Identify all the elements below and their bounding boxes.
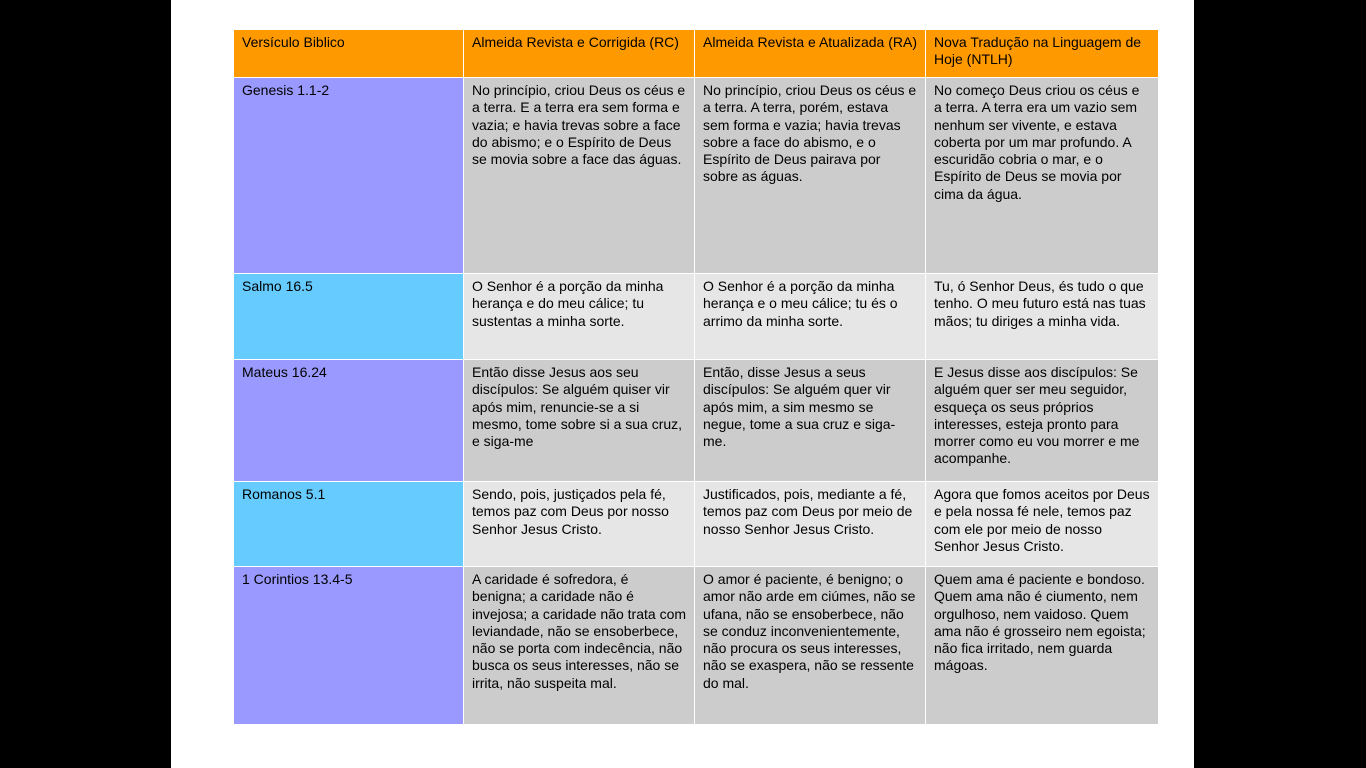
- ntlh-text: Quem ama é paciente e bondoso. Quem ama não é ciumento, nem orgulhoso, nem vaidoso. Quem ama não é grosseiro nem egoista; não fica irritado, nem guarda mágoas.: [926, 567, 1159, 725]
- table-row: [234, 482, 1159, 567]
- verse-reference: 1 Corintios 13.4-5: [234, 567, 464, 725]
- ra-text: O Senhor é a porção da minha herança e o meu cálice; tu és o arrimo da minha sorte.: [695, 274, 926, 360]
- bible-translation-table: [233, 29, 1159, 725]
- header-ntlh: Nova Tradução na Linguagem de Hoje (NTLH): [926, 30, 1159, 78]
- verse-reference: Romanos 5.1: [234, 482, 464, 567]
- table-header-row: [234, 30, 1159, 78]
- ra-text: O amor é paciente, é benigno; o amor não arde em ciúmes, não se ufana, não se ensoberbece, não se conduz inconvenientemente, não procura os seus interesses, não se exaspera, não se ressente do mal.: [695, 567, 926, 725]
- ra-text: Justificados, pois, mediante a fé, temos paz com Deus por meio de nosso Senhor Jesus Cristo.: [695, 482, 926, 567]
- header-verse: Versículo Biblico: [234, 30, 464, 78]
- header-ra: Almeida Revista e Atualizada (RA): [695, 30, 926, 78]
- table-row: [234, 78, 1159, 274]
- table-row: [234, 274, 1159, 360]
- ntlh-text: E Jesus disse aos discípulos: Se alguém quer ser meu seguidor, esqueça os seus próprios interesses, esteja pronto para morrer como eu vou morrer e me acompanhe.: [926, 360, 1159, 482]
- slide: [171, 0, 1194, 768]
- rc-text: A caridade é sofredora, é benigna; a caridade não é invejosa; a caridade não trata com leviandade, não se ensoberbece, não se porta com indecência, não busca os seus interesses, não se irrita, não suspeita mal.: [464, 567, 695, 725]
- verse-reference: Genesis 1.1-2: [234, 78, 464, 274]
- header-rc: Almeida Revista e Corrigida (RC): [464, 30, 695, 78]
- table-row: [234, 360, 1159, 482]
- rc-text: Então disse Jesus aos seu discípulos: Se alguém quiser vir após mim, renuncie-se a si mesmo, tome sobre si a sua cruz, e siga-me: [464, 360, 695, 482]
- rc-text: Sendo, pois, justiçados pela fé, temos paz com Deus por nosso Senhor Jesus Cristo.: [464, 482, 695, 567]
- rc-text: O Senhor é a porção da minha herança e do meu cálice; tu sustentas a minha sorte.: [464, 274, 695, 360]
- rc-text: No princípio, criou Deus os céus e a terra. E a terra era sem forma e vazia; e havia trevas sobre a face do abismo; e o Espírito de Deus se movia sobre a face das águas.: [464, 78, 695, 274]
- table-row: [234, 567, 1159, 725]
- verse-reference: Salmo 16.5: [234, 274, 464, 360]
- ntlh-text: Tu, ó Senhor Deus, és tudo o que tenho. O meu futuro está nas tuas mãos; tu diriges a minha vida.: [926, 274, 1159, 360]
- verse-reference: Mateus 16.24: [234, 360, 464, 482]
- ra-text: No princípio, criou Deus os céus e a terra. A terra, porém, estava sem forma e vazia; havia trevas sobre a face do abismo, e o Espírito de Deus pairava por sobre as águas.: [695, 78, 926, 274]
- ntlh-text: No começo Deus criou os céus e a terra. A terra era um vazio sem nenhum ser vivente, e estava coberta por um mar profundo. A escuridão cobria o mar, e o Espírito de Deus se movia por cima da água.: [926, 78, 1159, 274]
- ntlh-text: Agora que fomos aceitos por Deus e pela nossa fé nele, temos paz com ele por meio de nosso Senhor Jesus Cristo.: [926, 482, 1159, 567]
- ra-text: Então, disse Jesus a seus discípulos: Se alguém quer vir após mim, a sim mesmo se negue, tome a sua cruz e siga-me.: [695, 360, 926, 482]
